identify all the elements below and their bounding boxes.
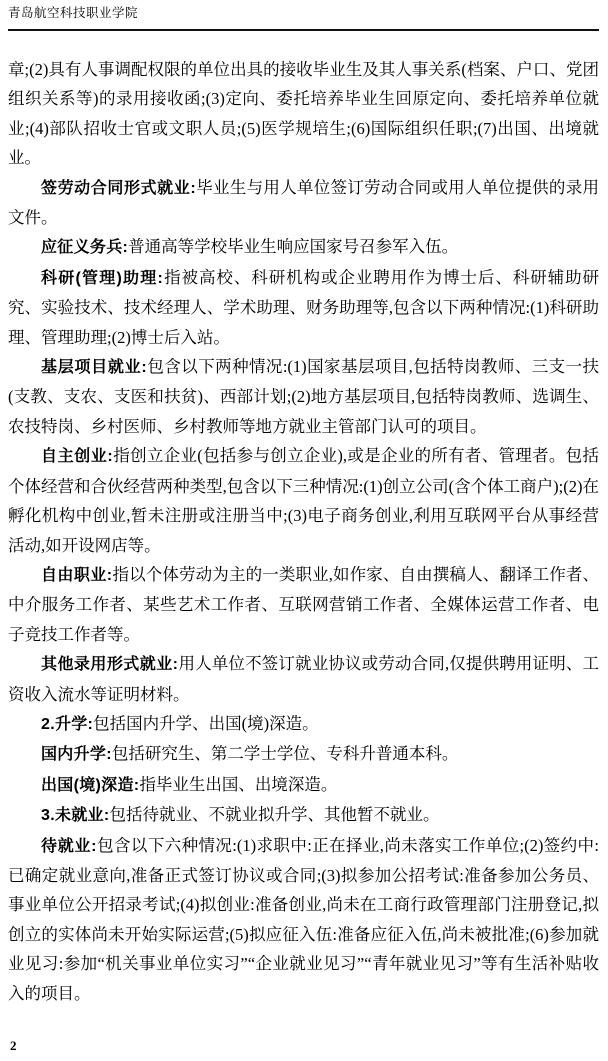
paragraph (8, 173, 599, 233)
paragraph-text: 包括国内升学、出国(境)深造。 (93, 713, 319, 733)
header-rule (8, 29, 599, 31)
document-body (8, 55, 599, 1008)
paragraph-lead-term: 签劳动合同形式就业: (41, 179, 196, 197)
paragraph-lead-term: 应征义务兵: (41, 239, 129, 257)
paragraph-text: 用人单位不签订就业协议或劳动合同,仅提供聘用证明、工资收入流水等证明材料。 (8, 654, 600, 704)
paragraph (8, 560, 599, 649)
paragraph-lead-term: 3.未就业: (41, 807, 110, 825)
paragraph-lead-term: 自由职业: (41, 566, 113, 584)
paragraph (8, 55, 599, 173)
paragraph-text: 普通高等学校毕业生响应国家号召参军入伍。 (128, 237, 459, 257)
paragraph-lead-term: 国内升学: (41, 746, 112, 764)
page-footer (10, 1037, 17, 1055)
paragraph-text: 包括研究生、第二学士学位、专科升普通本科。 (111, 744, 459, 764)
paragraph-text: 章;(2)具有人事调配权限的单位出具的接收毕业生及其人事关系(档案、户口、党团组织关系等)的录用接收函;(3)定向、委托培养毕业生回原定向、委托培养单位就业;(4)部队招收士官或文职人员;(5)医学规培生;(6)国际组织任职;(7)出国、出境就业。 (8, 60, 599, 168)
paragraph-text: 包括待就业、不就业拟升学、其他暂不就业。 (109, 805, 440, 825)
paragraph (8, 800, 599, 830)
paragraph-lead-term: 出国(境)深造: (41, 776, 140, 794)
paragraph-text: 包含以下两种情况:(1)国家基层项目,包括特岗教师、三支一扶(支教、支农、支医和扶贫)、西部计划;(2)地方基层项目,包括特岗教师、选调生、农技特岗、乡村医师、乡村教师等地方就业主管部门认可的项目。 (8, 357, 599, 436)
paragraph-lead-term: 2.升学: (41, 715, 94, 733)
paragraph-text: 指毕业生出国、出境深造。 (139, 774, 338, 794)
page-header (8, 4, 599, 31)
paragraph-lead-term: 科研(管理)助理: (41, 269, 164, 287)
paragraph (8, 441, 599, 560)
paragraph (8, 831, 599, 1008)
paragraph-text: 包含以下六种情况:(1)求职中:正在择业,尚未落实工作单位;(2)签约中:已确定就业意向,准备正式签订协议或合同;(3)拟参加公招考试:准备参加公务员、事业单位公开招录考试;(4)拟创业:准备创业,尚未在工商行政管理部门注册登记,拟创立的实体尚未开始实际运营;(5)拟应征入伍:准备应征入伍,尚未被批准;(6)参加就业见习:参加“机关事业单位实习”“企业就业见习”“青年就业见习”等有生活补贴收入的项目。 (8, 835, 599, 1003)
paragraph-text: 指被高校、科研机构或企业聘用作为博士后、科研辅助研究、实验技术、技术经理人、学术助理、财务助理等,包含以下两种情况:(1)科研助理、管理助理;(2)博士后入站。 (8, 267, 599, 347)
paragraph-text: 指以个体劳动为主的一类职业,如作家、自由撰稿人、翻译工作者、中介服务工作者、某些艺术工作者、互联网营销工作者、全媒体运营工作者、电子竞技工作者等。 (8, 564, 599, 644)
paragraph (8, 649, 599, 709)
paragraph (8, 263, 599, 352)
paragraph (8, 709, 599, 739)
paragraph (8, 232, 599, 262)
paragraph (8, 352, 599, 441)
paragraph-lead-term: 自主创业: (41, 448, 114, 466)
paragraph (8, 770, 599, 800)
paragraph-lead-term: 基层项目就业: (41, 359, 147, 377)
page-number: 2 (10, 1038, 17, 1053)
header-school-name: 青岛航空科技职业学院 (8, 6, 139, 20)
paragraph-text: 毕业生与用人单位签订劳动合同或用人单位提供的录用文件。 (8, 177, 599, 228)
paragraph (8, 739, 599, 769)
paragraph-lead-term: 其他录用形式就业: (41, 656, 179, 674)
paragraph-text: 指创立企业(包括参与创立企业),或是企业的所有者、管理者。包括个体经营和合伙经营两种类型,包含以下三种情况:(1)创立公司(含个体工商户);(2)在孵化机构中创业,暂未注册或注册当中;(3)电子商务创业,利用互联网平台从事经营活动,如开设网店等。 (8, 446, 599, 555)
paragraph-lead-term: 待就业: (41, 837, 97, 855)
